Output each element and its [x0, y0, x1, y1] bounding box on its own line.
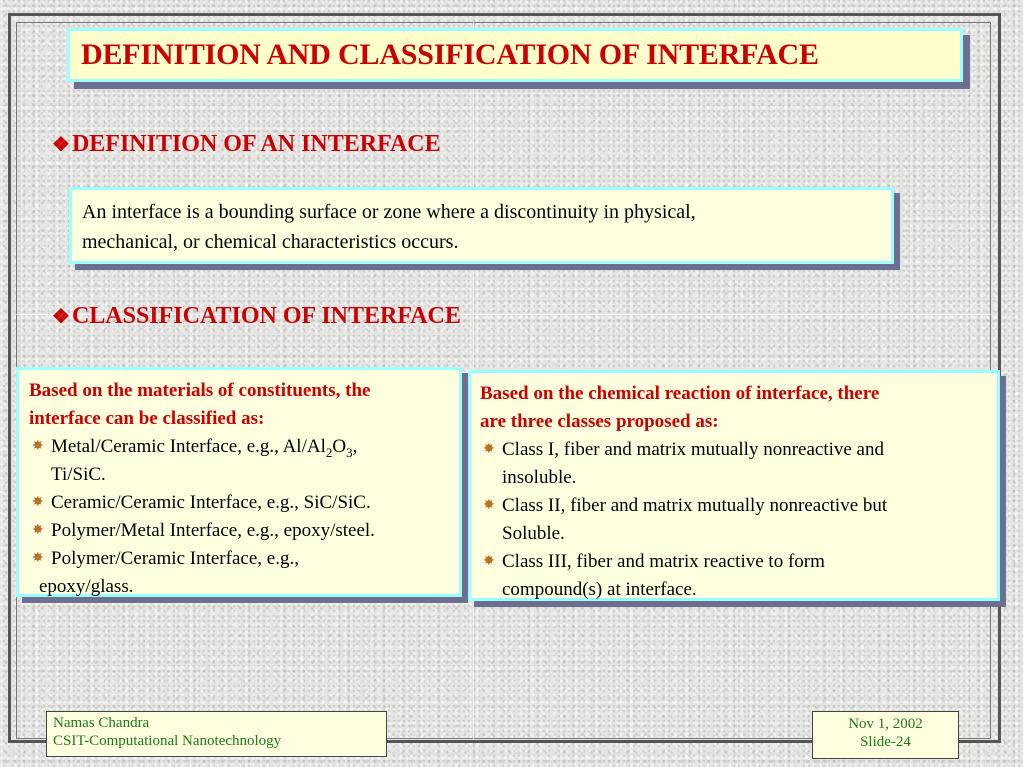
- footer-course: CSIT-Computational Nanotechnology: [53, 733, 282, 749]
- reaction-lead-line: are three classes proposed as:: [480, 411, 719, 432]
- diamond-bullet-icon: ❖: [52, 306, 70, 328]
- reaction-classification-box: [468, 370, 1000, 601]
- list-item-text: Class I, fiber and matrix mutually nonreactive and insoluble.: [502, 439, 884, 488]
- classification-heading: [52, 303, 461, 330]
- footer-author-box: [46, 711, 387, 757]
- list-item: [480, 492, 997, 548]
- definition-heading-text: DEFINITION OF AN INTERFACE: [71, 131, 441, 157]
- star-bullet-icon: ✸: [483, 554, 495, 569]
- star-bullet-icon: ✸: [483, 498, 495, 513]
- materials-lead-line: interface can be classified as:: [29, 408, 265, 429]
- definition-line: An interface is a bounding surface or zone where a discontinuity in physical,: [82, 201, 696, 223]
- list-item-text: Class III, fiber and matrix reactive to form compound(s) at interface.: [502, 551, 825, 600]
- footer-date: Nov 1, 2002: [848, 716, 923, 732]
- star-bullet-icon: ✸: [32, 523, 44, 538]
- star-bullet-icon: ✸: [32, 551, 44, 566]
- materials-lead-line: Based on the materials of constituents, the: [29, 380, 371, 401]
- slide-title: DEFINITION AND CLASSIFICATION OF INTERFACE: [81, 38, 819, 71]
- list-item-text: Ceramic/Ceramic Interface, e.g., SiC/SiC.: [51, 492, 371, 513]
- definition-line: mechanical, or chemical characteristics occurs.: [82, 231, 459, 253]
- definition-box: [69, 187, 894, 264]
- star-bullet-icon: ✸: [32, 495, 44, 510]
- list-item-text: Metal/Ceramic Interface, e.g., $Al/Al_2O_3$, Ti/SiC.: [51, 436, 358, 485]
- list-item-continuation: epoxy/glass.: [39, 576, 134, 597]
- reaction-lead-line: Based on the chemical reaction of interface, there: [480, 383, 880, 404]
- list-item: [29, 517, 459, 545]
- list-item: [480, 548, 997, 604]
- list-item-text: Polymer/Metal Interface, e.g., epoxy/steel.: [51, 520, 375, 541]
- footer-author: Namas Chandra: [53, 715, 150, 731]
- star-bullet-icon: ✸: [483, 442, 495, 457]
- list-item-text: Polymer/Ceramic Interface, e.g.,: [51, 548, 299, 569]
- list-item: [29, 545, 459, 573]
- list-item: [29, 433, 459, 489]
- list-item: [480, 436, 997, 492]
- list-item: [29, 489, 459, 517]
- footer-slide-number: Slide-24: [860, 734, 911, 750]
- title-box: [67, 28, 963, 82]
- star-bullet-icon: ✸: [32, 439, 44, 454]
- definition-heading: [52, 131, 441, 158]
- footer-date-box: [812, 711, 959, 759]
- list-item-text: Class II, fiber and matrix mutually nonreactive but Soluble.: [502, 495, 888, 544]
- diamond-bullet-icon: ❖: [52, 134, 70, 156]
- classification-heading-text: CLASSIFICATION OF INTERFACE: [71, 303, 461, 329]
- materials-classification-box: [16, 367, 462, 597]
